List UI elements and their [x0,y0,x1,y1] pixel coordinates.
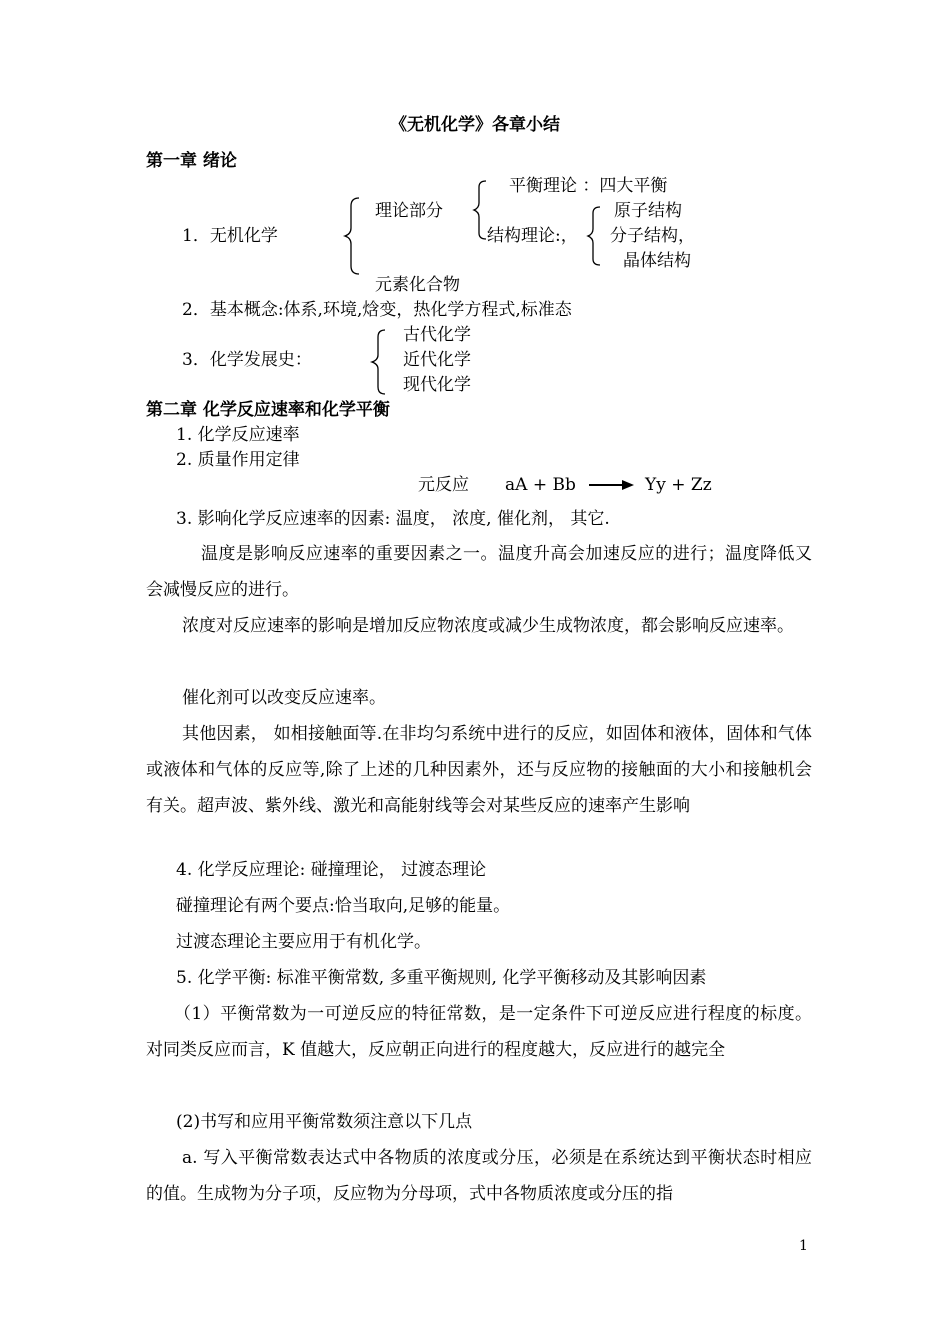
ch2-item5: 5. 化学平衡: 标准平衡常数, 多重平衡规则, 化学平衡移动及其影响因素 [176,968,707,988]
chapter-1-heading: 第一章 绪论 [146,151,237,171]
paragraph-transition-theory: 过渡态理论主要应用于有机化学。 [176,932,431,952]
paragraph-concentration: 浓度对反应速率的影响是增加反应物浓度或减少生成物浓度，都会影响反应速率。 [182,616,794,636]
paragraph-note-a: a. 写入平衡常数表达式中各物质的浓度或分压，必须是在系统达到平衡状态时相应的值。生成物为分子项，反应物为分母项，式中各物质浓度或分压的指 [146,1148,812,1204]
paragraph-equilibrium-constant: （1）平衡常数为一可逆反应的特征常数，是一定条件下可逆反应进行程度的标度。对同类反应而言，K 值越大，反应朝正向进行的程度越大，反应进行的越完全 [146,1004,812,1060]
ch1-item3-label: 3．化学发展史： [182,350,312,370]
reaction-arrow [588,477,636,493]
brace-structure [586,205,602,267]
molecular-structure: 分子结构， [610,226,695,246]
ch1-item2: 2．基本概念:体系,环境,焓变，热化学方程式,标准态 [182,300,572,320]
document-title: 《无机化学》各章小结 [390,115,560,135]
contemporary-chemistry: 现代化学 [403,375,471,395]
structure-theory: 结构理论:， [487,226,578,246]
paragraph-notes-heading: (2)书写和应用平衡常数须注意以下几点 [176,1112,473,1132]
reaction-reactants: aA + Bb [505,475,576,495]
brace-history [370,328,388,396]
reaction-products: Yy + Zz [645,475,712,495]
element-compounds: 元素化合物 [375,275,460,295]
brace-theory [472,179,488,241]
ch2-item4: 4. 化学反应理论: 碰撞理论， 过渡态理论 [176,860,487,880]
ancient-chemistry: 古代化学 [403,325,471,345]
paragraph-temperature: 温度是影响反应速率的重要因素之一。温度升高会加速反应的进行；温度降低又会减慢反应的进行。 [146,544,812,600]
page-number: 1 [799,1238,808,1254]
modern-chemistry: 近代化学 [403,350,471,370]
theory-part: 理论部分 [375,201,443,221]
elementary-reaction-label: 元反应 [418,475,469,495]
ch1-item1-label: 1．无机化学 [182,226,278,246]
chapter-2-heading: 第二章 化学反应速率和化学平衡 [146,400,390,420]
balance-theory: 平衡理论 ：四大平衡 [509,176,668,196]
paragraph-collision-theory: 碰撞理论有两个要点:恰当取向,足够的能量。 [176,896,511,916]
atomic-structure: 原子结构 [614,201,682,221]
paragraph-other-factors: 其他因素， 如相接触面等.在非均匀系统中进行的反应，如固体和液体，固体和气体或液体和气体的反应等,除了上述的几种因素外，还与反应物的接触面的大小和接触机会有关。超声波、紫外线、激光和高能射线等会对某些反应的速率产生影响 [146,724,812,816]
paragraph-catalyst: 催化剂可以改变反应速率。 [182,688,386,708]
ch2-item1: 1. 化学反应速率 [176,425,300,445]
ch2-item2: 2. 质量作用定律 [176,450,300,470]
brace-inorganic [343,196,363,276]
ch2-item3: 3. 影响化学反应速率的因素: 温度， 浓度, 催化剂， 其它. [176,509,610,529]
crystal-structure: 晶体结构 [623,251,691,271]
